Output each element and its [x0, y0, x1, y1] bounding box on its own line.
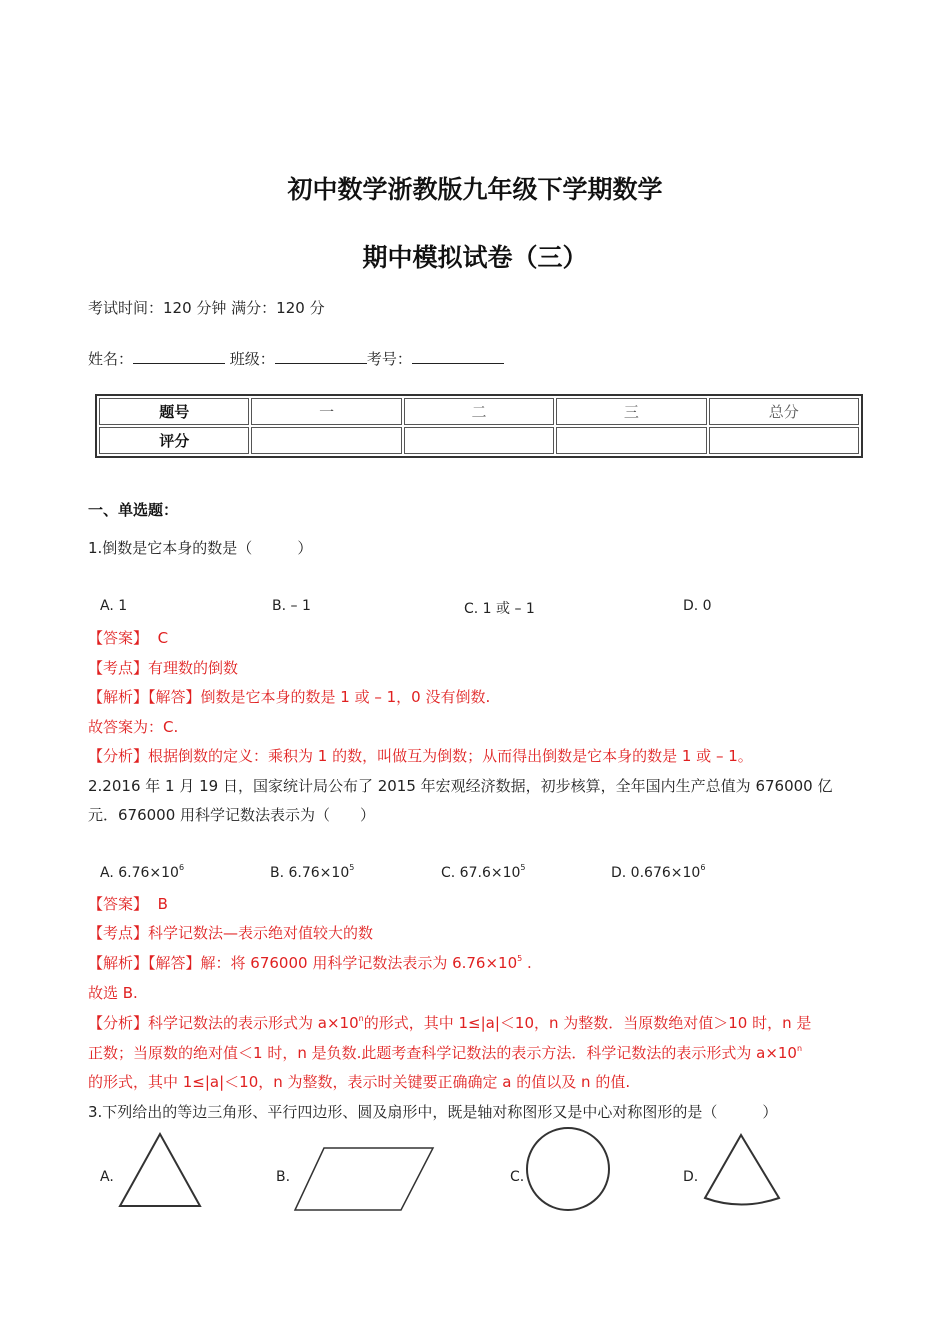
option-base: B. 6.76×10: [270, 865, 350, 881]
note-tag: 【分析】: [88, 747, 149, 765]
q1-option-a[interactable]: A. 1: [100, 598, 128, 614]
q3-option-a[interactable]: A.: [100, 1169, 114, 1185]
note-exponent: n: [358, 1014, 364, 1023]
sector-icon: [700, 1132, 786, 1212]
q1-option-d[interactable]: D. 0: [683, 598, 712, 614]
analysis-text: 【解答】倒数是它本身的数是 1 或 – 1，0 没有倒数.: [148, 688, 491, 706]
number-label: 考号：: [366, 350, 412, 368]
circle-icon: [524, 1125, 614, 1215]
q1-point: [88, 657, 238, 678]
note-text: 根据倒数的定义：乘积为 1 的数，叫做互为倒数；从而得出倒数是它本身的数是 1 或 – 1。: [148, 747, 753, 765]
q1-option-c[interactable]: C. 1 或 – 1: [464, 601, 535, 617]
q2-option-d[interactable]: [611, 863, 705, 881]
point-text: 科学记数法—表示绝对值较大的数: [148, 924, 374, 942]
option-exponent: 6: [178, 863, 185, 872]
q2-option-c[interactable]: [441, 863, 526, 881]
option-exponent: 5: [520, 863, 526, 872]
q3-option-d[interactable]: D.: [683, 1169, 699, 1185]
note-text: 科学记数法的表示形式为 a×10: [148, 1014, 359, 1032]
option-base: C. 67.6×10: [441, 865, 521, 881]
number-field[interactable]: [412, 349, 504, 364]
score-input-cell[interactable]: [404, 427, 554, 454]
section-title: 一、单选题：: [88, 501, 179, 519]
option-base: A. 6.76×10: [100, 865, 179, 881]
q2-note-line2: [88, 1042, 802, 1063]
score-table: [95, 394, 863, 458]
name-field[interactable]: [133, 349, 225, 364]
q1-analysis: [88, 686, 490, 707]
q2-stem-line1: 2.2016 年 1 月 19 日，国家统计局公布了 2015 年宏观经济数据，初步核算，全年国内生产总值为 676000 亿: [88, 777, 833, 795]
note-exponent: n: [796, 1044, 803, 1053]
score-input-cell[interactable]: [556, 427, 706, 454]
q2-note-line1: [88, 1012, 811, 1033]
q2-option-b[interactable]: [270, 863, 354, 881]
answer-value: C: [157, 629, 169, 647]
score-table-cell: 三: [556, 398, 706, 425]
score-table-cell: 二: [404, 398, 554, 425]
name-label: 姓名：: [88, 350, 134, 368]
option-base: D. 0.676×10: [611, 865, 701, 881]
analysis-text: 【解答】解：将 676000 用科学记数法表示为 6.76×10: [148, 954, 518, 972]
q2-analysis: [88, 952, 532, 973]
score-table-score-row: [99, 427, 859, 454]
answer-value: B: [157, 895, 168, 913]
q1-conclusion: 故答案为：C.: [88, 718, 179, 736]
q2-note-line3: 的形式，其中 1≤|a|＜10，n 为整数，表示时关键要正确确定 a 的值以及 n 的值.: [88, 1073, 631, 1091]
doc-title-line1: 初中数学浙教版九年级下学期数学: [287, 175, 663, 204]
score-table-cell: 总分: [709, 398, 859, 425]
q1-option-b[interactable]: B. – 1: [272, 598, 311, 614]
parallelogram-icon: [291, 1144, 439, 1214]
point-tag: 【考点】: [88, 924, 149, 942]
analysis-exponent: 5: [517, 954, 523, 963]
answer-tag: 【答案】: [88, 895, 149, 913]
note-tag: 【分析】: [88, 1014, 149, 1032]
analysis-end: .: [522, 954, 532, 972]
q3-stem: 3.下列给出的等边三角形、平行四边形、圆及扇形中，既是轴对称图形又是中心对称图形的是（ ）: [88, 1103, 778, 1121]
answer-tag: 【答案】: [88, 629, 149, 647]
score-table-cell: 题号: [99, 398, 249, 425]
class-label: 班级：: [229, 350, 275, 368]
analysis-tag: 【解析】: [88, 688, 149, 706]
point-tag: 【考点】: [88, 659, 149, 677]
analysis-tag: 【解析】: [88, 954, 149, 972]
option-exponent: 5: [349, 863, 355, 872]
class-field[interactable]: [275, 349, 367, 364]
q2-point: [88, 922, 373, 943]
doc-title-line2: 期中模拟试卷（三）: [362, 243, 588, 272]
student-info-row: [88, 348, 504, 369]
score-table-cell: 一: [251, 398, 401, 425]
q3-option-b[interactable]: B.: [276, 1169, 291, 1185]
q3-option-c[interactable]: C.: [510, 1169, 525, 1185]
score-input-cell[interactable]: [251, 427, 401, 454]
q2-stem-line2: 元．676000 用科学记数法表示为（ ）: [88, 806, 376, 824]
note-text-cont: 的形式，其中 1≤|a|＜10，n 为整数．当原数绝对值＞10 时，n 是: [363, 1014, 812, 1032]
point-text: 有理数的倒数: [148, 659, 239, 677]
note-text: 正数；当原数的绝对值＜1 时，n 是负数.此题考查科学记数法的表示方法．科学记数法的表示形式为 a×10: [88, 1044, 797, 1062]
q2-answer: [88, 893, 168, 914]
q1-answer: [88, 627, 168, 648]
score-table-cell: 评分: [99, 427, 249, 454]
q2-option-a[interactable]: [100, 863, 184, 881]
q1-stem: 1.倒数是它本身的数是（ ）: [88, 539, 313, 557]
triangle-icon: [116, 1130, 206, 1210]
score-table-header-row: [99, 398, 859, 425]
q1-note: [88, 745, 753, 766]
score-input-cell[interactable]: [709, 427, 859, 454]
exam-info: 考试时间：120 分钟 满分：120 分: [88, 299, 325, 317]
option-exponent: 6: [700, 863, 706, 872]
q2-conclusion: 故选 B.: [88, 984, 138, 1002]
